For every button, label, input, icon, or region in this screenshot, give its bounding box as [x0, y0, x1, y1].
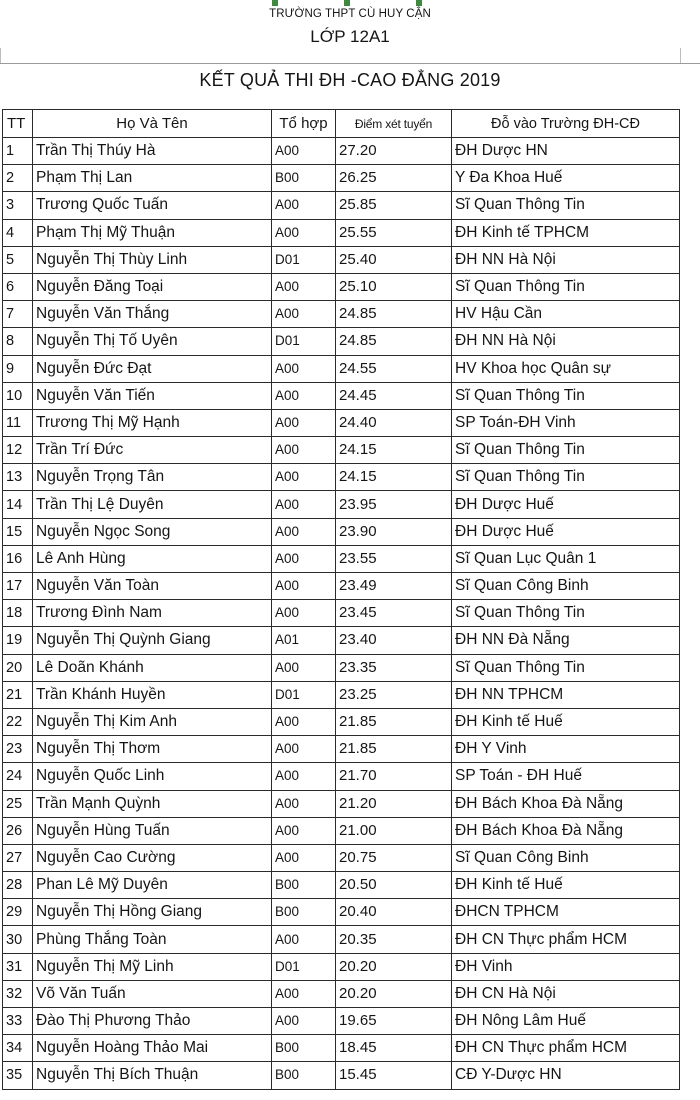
cell-tt: 17 — [3, 573, 33, 600]
cell-name: Nguyễn Thị Kim Anh — [33, 708, 272, 735]
cell-school: ĐH Dược Huế — [452, 491, 680, 518]
cell-group: A00 — [272, 1008, 336, 1035]
cell-school: SP Toán-ĐH Vinh — [452, 409, 680, 436]
cell-name: Nguyễn Hùng Tuấn — [33, 817, 272, 844]
cell-score: 25.40 — [336, 246, 452, 273]
table-row — [3, 491, 680, 518]
table-row — [3, 790, 680, 817]
table-row — [3, 980, 680, 1007]
cell-group: D01 — [272, 953, 336, 980]
cell-group: A00 — [272, 980, 336, 1007]
cell-name: Phùng Thắng Toàn — [33, 926, 272, 953]
table-row — [3, 192, 680, 219]
cell-group: A00 — [272, 273, 336, 300]
column-header-score: Điểm xét tuyển — [336, 110, 452, 138]
table-row — [3, 953, 680, 980]
cell-name: Nguyễn Thị Mỹ Linh — [33, 953, 272, 980]
column-header-tt: TT — [3, 110, 33, 138]
table-row — [3, 382, 680, 409]
cell-tt: 3 — [3, 192, 33, 219]
cell-group: A00 — [272, 518, 336, 545]
cell-group: A00 — [272, 382, 336, 409]
cell-score: 20.50 — [336, 872, 452, 899]
cell-tt: 35 — [3, 1062, 33, 1089]
cell-group: A00 — [272, 437, 336, 464]
cell-tt: 11 — [3, 409, 33, 436]
cell-score: 18.45 — [336, 1035, 452, 1062]
cell-group: A00 — [272, 573, 336, 600]
table-row — [3, 708, 680, 735]
cell-tt: 15 — [3, 518, 33, 545]
cell-group: B00 — [272, 1062, 336, 1089]
cell-tt: 13 — [3, 464, 33, 491]
cell-name: Phạm Thị Lan — [33, 165, 272, 192]
sheet-divider — [0, 63, 700, 64]
cell-tt: 8 — [3, 328, 33, 355]
cell-name: Nguyễn Đăng Toại — [33, 273, 272, 300]
cell-score: 25.55 — [336, 219, 452, 246]
logo-mark — [344, 0, 350, 6]
cell-school: ĐH CN Thực phẩm HCM — [452, 926, 680, 953]
table-row — [3, 545, 680, 572]
table-row — [3, 1062, 680, 1089]
cell-group: A00 — [272, 654, 336, 681]
cell-name: Trương Thị Mỹ Hạnh — [33, 409, 272, 436]
class-name: LỚP 12A1 — [310, 27, 390, 46]
cell-name: Trần Mạnh Quỳnh — [33, 790, 272, 817]
table-row — [3, 899, 680, 926]
cell-group: A00 — [272, 192, 336, 219]
cell-school: HV Khoa học Quân sự — [452, 355, 680, 382]
cell-tt: 26 — [3, 817, 33, 844]
table-row — [3, 1008, 680, 1035]
cell-group: A01 — [272, 627, 336, 654]
cell-name: Nguyễn Thị Thùy Linh — [33, 246, 272, 273]
cell-score: 23.35 — [336, 654, 452, 681]
cell-score: 23.90 — [336, 518, 452, 545]
cell-school: ĐH NN Đà Nẵng — [452, 627, 680, 654]
cell-tt: 34 — [3, 1035, 33, 1062]
cell-name: Lê Anh Hùng — [33, 545, 272, 572]
cell-tt: 32 — [3, 980, 33, 1007]
cell-score: 15.45 — [336, 1062, 452, 1089]
cell-school: ĐH Nông Lâm Huế — [452, 1008, 680, 1035]
cell-tt: 29 — [3, 899, 33, 926]
cell-tt: 16 — [3, 545, 33, 572]
cell-score: 21.85 — [336, 736, 452, 763]
cell-group: B00 — [272, 1035, 336, 1062]
cell-school: Sĩ Quan Thông Tin — [452, 654, 680, 681]
cell-name: Trần Thị Lệ Duyên — [33, 491, 272, 518]
table-row — [3, 138, 680, 165]
cell-group: B00 — [272, 899, 336, 926]
cell-school: ĐH Y Vinh — [452, 736, 680, 763]
cell-school: ĐH CN Hà Nội — [452, 980, 680, 1007]
cell-name: Nguyễn Đức Đạt — [33, 355, 272, 382]
table-row — [3, 301, 680, 328]
cell-name: Nguyễn Văn Thắng — [33, 301, 272, 328]
cell-name: Trần Thị Thúy Hà — [33, 138, 272, 165]
table-row — [3, 573, 680, 600]
table-row — [3, 627, 680, 654]
table-row — [3, 681, 680, 708]
cell-school: ĐH CN Thực phẩm HCM — [452, 1035, 680, 1062]
table-row — [3, 464, 680, 491]
cell-score: 21.20 — [336, 790, 452, 817]
table-row — [3, 763, 680, 790]
table-row — [3, 926, 680, 953]
cell-school: Sĩ Quan Thông Tin — [452, 600, 680, 627]
cell-name: Phan Lê Mỹ Duyên — [33, 872, 272, 899]
cell-group: A00 — [272, 708, 336, 735]
cell-tt: 7 — [3, 301, 33, 328]
cell-group: A00 — [272, 491, 336, 518]
cell-school: Sĩ Quan Thông Tin — [452, 192, 680, 219]
cell-score: 24.15 — [336, 437, 452, 464]
cell-school: Sĩ Quan Thông Tin — [452, 464, 680, 491]
cell-score: 25.10 — [336, 273, 452, 300]
cell-name: Nguyễn Thị Tố Uyên — [33, 328, 272, 355]
cell-school: HV Hậu Cần — [452, 301, 680, 328]
cell-group: A00 — [272, 409, 336, 436]
logo-mark — [416, 0, 422, 6]
cell-school: ĐH Dược HN — [452, 138, 680, 165]
cell-tt: 6 — [3, 273, 33, 300]
cell-score: 21.85 — [336, 708, 452, 735]
cell-tt: 22 — [3, 708, 33, 735]
cell-school: ĐH Bách Khoa Đà Nẵng — [452, 817, 680, 844]
cell-score: 27.20 — [336, 138, 452, 165]
cell-school: SP Toán - ĐH Huế — [452, 763, 680, 790]
cell-tt: 24 — [3, 763, 33, 790]
cell-group: A00 — [272, 600, 336, 627]
cell-school: ĐH NN Hà Nội — [452, 328, 680, 355]
cell-name: Nguyễn Ngọc Song — [33, 518, 272, 545]
cell-tt: 31 — [3, 953, 33, 980]
school-logo-fragment — [272, 0, 422, 6]
table-row — [3, 273, 680, 300]
cell-score: 24.85 — [336, 328, 452, 355]
cell-score: 24.15 — [336, 464, 452, 491]
cell-score: 23.40 — [336, 627, 452, 654]
cell-name: Nguyễn Thị Hồng Giang — [33, 899, 272, 926]
cell-name: Nguyễn Thị Quỳnh Giang — [33, 627, 272, 654]
cell-tt: 12 — [3, 437, 33, 464]
cell-group: B00 — [272, 165, 336, 192]
column-header-name: Họ Và Tên — [33, 110, 272, 138]
cell-school: ĐH Vinh — [452, 953, 680, 980]
cell-score: 24.45 — [336, 382, 452, 409]
cell-group: A00 — [272, 138, 336, 165]
cell-group: A00 — [272, 355, 336, 382]
cell-group: A00 — [272, 817, 336, 844]
cell-name: Nguyễn Văn Tiến — [33, 382, 272, 409]
cell-score: 23.49 — [336, 573, 452, 600]
logo-mark — [272, 0, 278, 6]
cell-group: A00 — [272, 301, 336, 328]
cell-tt: 25 — [3, 790, 33, 817]
results-table — [2, 109, 680, 1090]
cell-score: 21.70 — [336, 763, 452, 790]
sheet-gridline — [680, 48, 681, 63]
cell-tt: 4 — [3, 219, 33, 246]
school-name: TRƯỜNG THPT CÙ HUY CẬN — [269, 8, 431, 20]
cell-tt: 30 — [3, 926, 33, 953]
table-row — [3, 1035, 680, 1062]
cell-score: 25.85 — [336, 192, 452, 219]
cell-tt: 2 — [3, 165, 33, 192]
table-row — [3, 654, 680, 681]
cell-group: D01 — [272, 246, 336, 273]
cell-score: 19.65 — [336, 1008, 452, 1035]
cell-score: 26.25 — [336, 165, 452, 192]
cell-score: 23.45 — [336, 600, 452, 627]
cell-school: ĐH Kinh tế Huế — [452, 872, 680, 899]
cell-group: A00 — [272, 464, 336, 491]
cell-tt: 21 — [3, 681, 33, 708]
cell-group: D01 — [272, 328, 336, 355]
sheet-margin — [680, 109, 700, 1089]
cell-name: Đào Thị Phương Thảo — [33, 1008, 272, 1035]
sheet-gridline — [0, 48, 1, 63]
column-header-group: Tổ hợp — [272, 110, 336, 138]
cell-name: Nguyễn Thị Thơm — [33, 736, 272, 763]
cell-tt: 20 — [3, 654, 33, 681]
cell-school: Sĩ Quan Công Binh — [452, 844, 680, 871]
cell-name: Phạm Thị Mỹ Thuận — [33, 219, 272, 246]
cell-school: ĐH NN Hà Nội — [452, 246, 680, 273]
table-row — [3, 817, 680, 844]
table-header-row — [3, 110, 680, 138]
cell-score: 20.40 — [336, 899, 452, 926]
table-row — [3, 355, 680, 382]
table-row — [3, 246, 680, 273]
cell-name: Nguyễn Cao Cường — [33, 844, 272, 871]
cell-tt: 14 — [3, 491, 33, 518]
cell-tt: 19 — [3, 627, 33, 654]
cell-tt: 28 — [3, 872, 33, 899]
cell-group: A00 — [272, 844, 336, 871]
cell-school: Sĩ Quan Thông Tin — [452, 382, 680, 409]
cell-tt: 23 — [3, 736, 33, 763]
cell-score: 24.55 — [336, 355, 452, 382]
cell-score: 20.20 — [336, 953, 452, 980]
table-row — [3, 328, 680, 355]
table-row — [3, 518, 680, 545]
table-row — [3, 219, 680, 246]
cell-school: ĐH Bách Khoa Đà Nẵng — [452, 790, 680, 817]
cell-name: Trương Quốc Tuấn — [33, 192, 272, 219]
cell-tt: 18 — [3, 600, 33, 627]
cell-school: ĐH Kinh tế TPHCM — [452, 219, 680, 246]
cell-name: Trương Đình Nam — [33, 600, 272, 627]
cell-tt: 5 — [3, 246, 33, 273]
cell-tt: 10 — [3, 382, 33, 409]
cell-score: 23.55 — [336, 545, 452, 572]
cell-name: Nguyễn Văn Toàn — [33, 573, 272, 600]
column-header-school: Đỗ vào Trường ĐH-CĐ — [452, 110, 680, 138]
cell-name: Lê Doãn Khánh — [33, 654, 272, 681]
cell-name: Nguyễn Quốc Linh — [33, 763, 272, 790]
cell-name: Trần Khánh Huyền — [33, 681, 272, 708]
cell-score: 21.00 — [336, 817, 452, 844]
cell-group: A00 — [272, 926, 336, 953]
cell-score: 20.35 — [336, 926, 452, 953]
cell-school: ĐH Dược Huế — [452, 518, 680, 545]
cell-group: B00 — [272, 872, 336, 899]
cell-school: Sĩ Quan Lục Quân 1 — [452, 545, 680, 572]
cell-score: 20.20 — [336, 980, 452, 1007]
cell-score: 24.40 — [336, 409, 452, 436]
cell-name: Võ Văn Tuấn — [33, 980, 272, 1007]
cell-score: 24.85 — [336, 301, 452, 328]
cell-school: ĐHCN TPHCM — [452, 899, 680, 926]
cell-group: A00 — [272, 790, 336, 817]
cell-school: Sĩ Quan Thông Tin — [452, 437, 680, 464]
cell-group: A00 — [272, 545, 336, 572]
cell-score: 20.75 — [336, 844, 452, 871]
cell-school: Sĩ Quan Thông Tin — [452, 273, 680, 300]
cell-tt: 9 — [3, 355, 33, 382]
table-row — [3, 165, 680, 192]
table-row — [3, 736, 680, 763]
cell-group: A00 — [272, 736, 336, 763]
cell-group: D01 — [272, 681, 336, 708]
cell-name: Nguyễn Trọng Tân — [33, 464, 272, 491]
cell-group: A00 — [272, 219, 336, 246]
cell-school: ĐH Kinh tế Huế — [452, 708, 680, 735]
table-row — [3, 437, 680, 464]
cell-score: 23.95 — [336, 491, 452, 518]
cell-score: 23.25 — [336, 681, 452, 708]
cell-tt: 1 — [3, 138, 33, 165]
cell-group: A00 — [272, 763, 336, 790]
cell-tt: 33 — [3, 1008, 33, 1035]
cell-name: Nguyễn Thị Bích Thuận — [33, 1062, 272, 1089]
document-title: KẾT QUẢ THI ĐH -CAO ĐẲNG 2019 — [199, 70, 501, 90]
cell-name: Trần Trí Đức — [33, 437, 272, 464]
cell-school: CĐ Y-Dược HN — [452, 1062, 680, 1089]
cell-name: Nguyễn Hoàng Thảo Mai — [33, 1035, 272, 1062]
cell-school: Y Đa Khoa Huế — [452, 165, 680, 192]
cell-school: Sĩ Quan Công Binh — [452, 573, 680, 600]
table-row — [3, 409, 680, 436]
table-row — [3, 600, 680, 627]
table-row — [3, 844, 680, 871]
cell-tt: 27 — [3, 844, 33, 871]
table-row — [3, 872, 680, 899]
cell-school: ĐH NN TPHCM — [452, 681, 680, 708]
